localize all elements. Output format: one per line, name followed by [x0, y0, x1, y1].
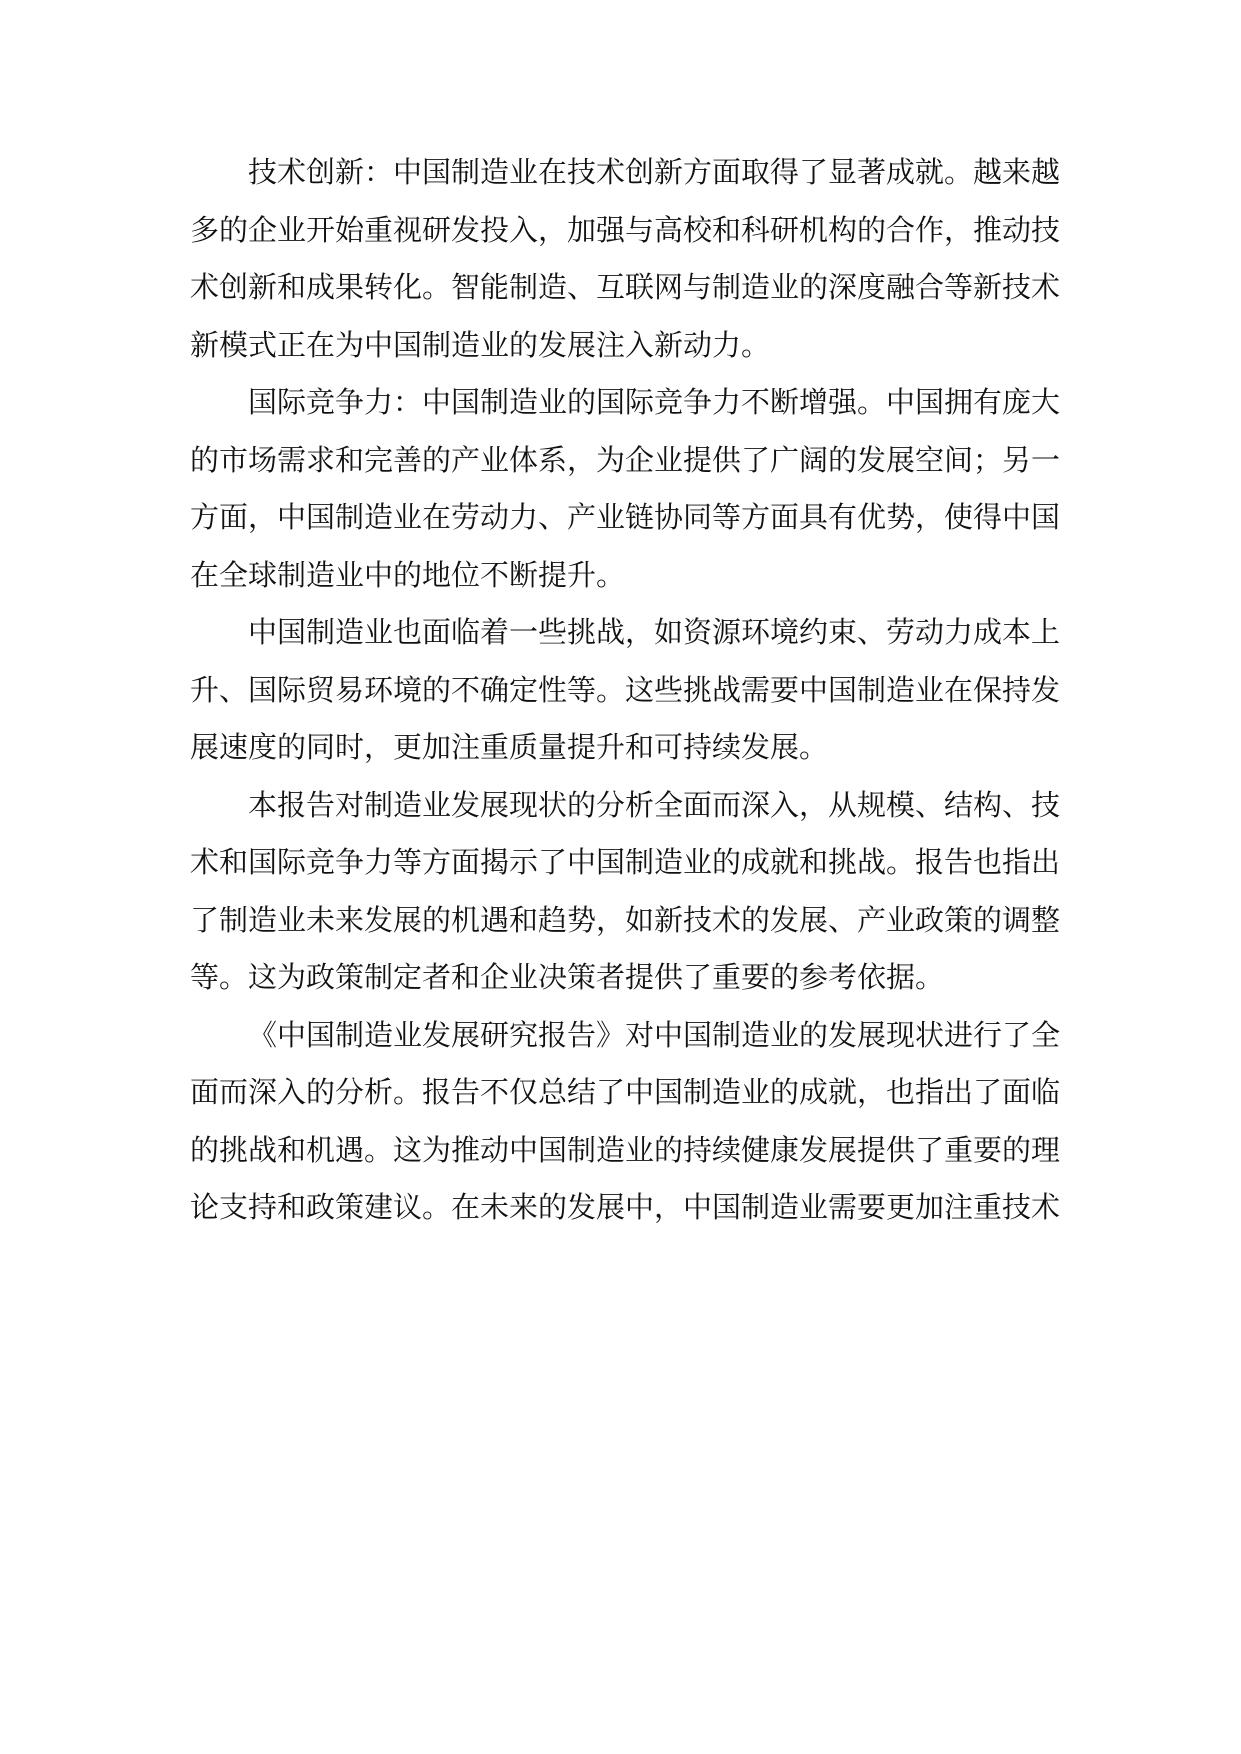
paragraph-challenges: 中国制造业也面临着一些挑战，如资源环境约束、劳动力成本上升、国际贸易环境的不确定性等。这些挑战需要中国制造业在保持发展速度的同时，更加注重质量提升和可持续发展。	[190, 615, 1061, 764]
paragraph-report-summary: 《中国制造业发展研究报告》对中国制造业的发展现状进行了全面而深入的分析。报告不仅总结了中国制造业的成就，也指出了面临的挑战和机遇。这为推动中国制造业的持续健康发展提供了重要的理论支持和政策建议。在未来的发展中，中国制造业需要更加注重技术	[190, 1017, 1061, 1224]
paragraph-technology-innovation: 技术创新：中国制造业在技术创新方面取得了显著成就。越来越多的企业开始重视研发投入，加强与高校和科研机构的合作，推动技术创新和成果转化。智能制造、互联网与制造业的深度融合等新技术新模式正在为中国制造业的发展注入新动力。	[190, 155, 1061, 362]
paragraph-report-analysis: 本报告对制造业发展现状的分析全面而深入，从规模、结构、技术和国际竞争力等方面揭示了中国制造业的成就和挑战。报告也指出了制造业未来发展的机遇和趋势，如新技术的发展、产业政策的调整等。这为政策制定者和企业决策者提供了重要的参考依据。	[190, 787, 1061, 994]
document-body	[190, 144, 1060, 1237]
paragraph-international-competitiveness: 国际竞争力：中国制造业的国际竞争力不断增强。中国拥有庞大的市场需求和完善的产业体系，为企业提供了广阔的发展空间；另一方面，中国制造业在劳动力、产业链协同等方面具有优势，使得中国在全球制造业中的地位不断提升。	[190, 385, 1061, 592]
